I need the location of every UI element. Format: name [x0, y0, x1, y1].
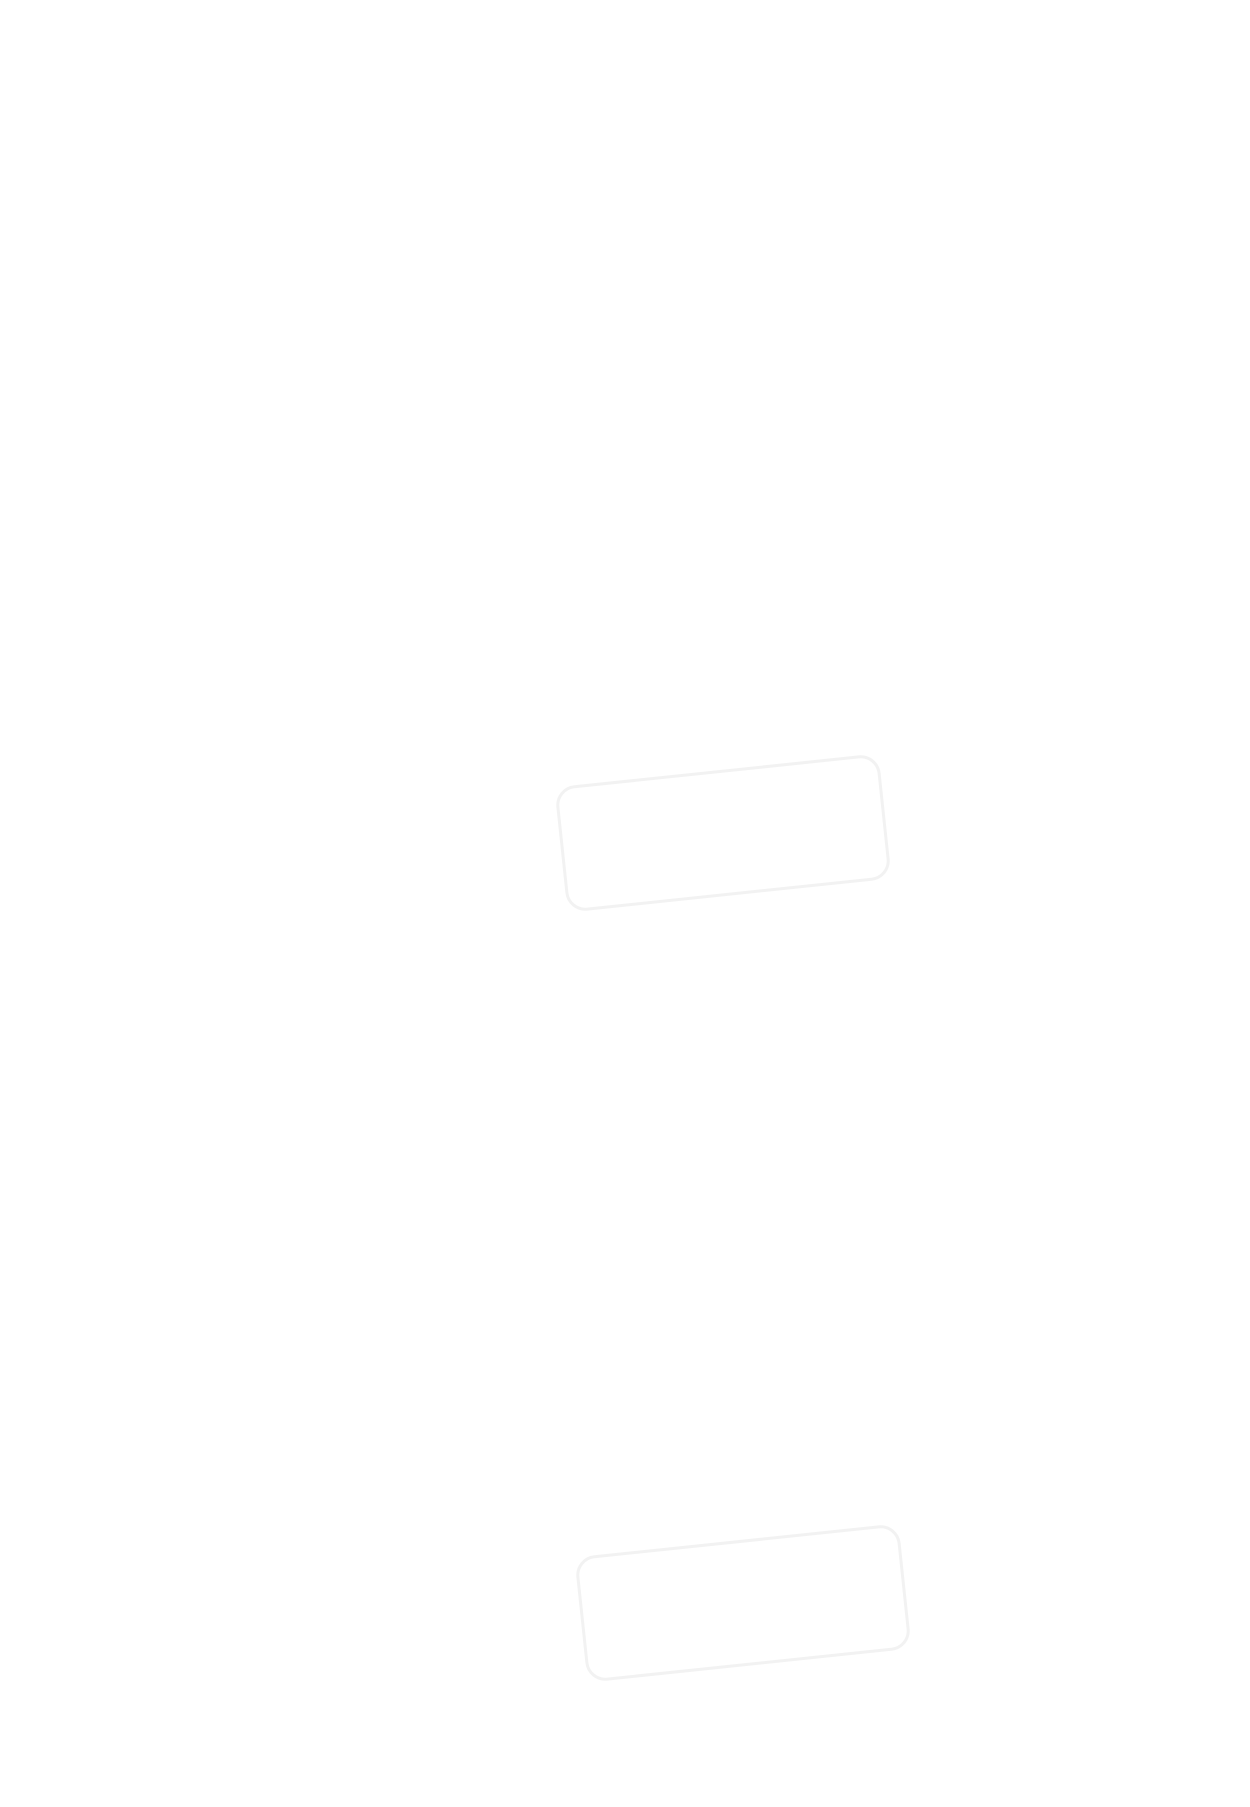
part2-item-4	[125, 768, 1140, 804]
part2-reading-heading	[125, 724, 1140, 764]
part2-answer-2	[125, 258, 1140, 294]
continued-line-1	[125, 150, 1140, 186]
part1-item-3	[125, 680, 1140, 716]
part1-item-2	[125, 572, 1140, 680]
watermark-stamp	[574, 1523, 911, 1682]
continued-line-2	[125, 186, 1140, 222]
part2-answer-3	[125, 294, 1140, 330]
test-title	[125, 436, 1140, 480]
part1-item-2-rest	[125, 644, 1106, 680]
part1-heading	[125, 492, 1140, 532]
page-footer	[0, 1721, 1250, 1749]
part1-item-1	[125, 536, 1140, 572]
part3-heading	[125, 338, 1140, 378]
part1-item-2-pinyin	[125, 608, 1106, 644]
part1-item-2-text	[125, 572, 1106, 608]
part3-item-3	[125, 382, 1140, 418]
part2-answer-1	[125, 222, 1140, 258]
